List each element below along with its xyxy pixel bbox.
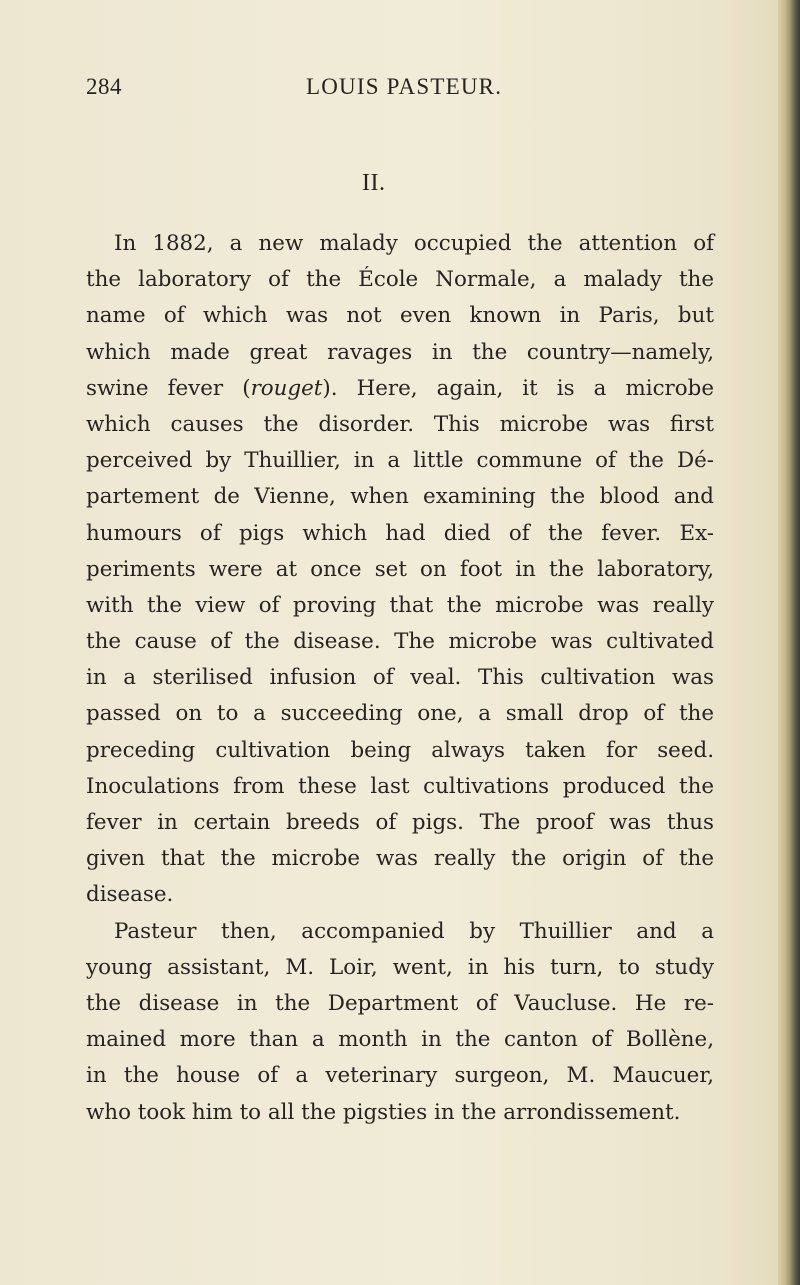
- text-line: partement de Vienne, when examining the blood and: [86, 484, 714, 510]
- text-line: Inoculations from these last cultivations produced the: [86, 773, 714, 799]
- text-line: passed on to a succeeding one, a small drop of the: [86, 701, 714, 727]
- body-text: [86, 226, 714, 1131]
- italic-term: rouget: [250, 375, 323, 401]
- text-line: In 1882, a new malady occupied the attention of: [114, 231, 714, 256]
- text-line: humours of pigs which had died of the fever. Ex-: [86, 520, 714, 546]
- text-line: name of which was not even known in Paris, but: [86, 303, 714, 329]
- text-line: preceding cultivation being always taken for seed.: [86, 737, 714, 763]
- page-edge: [778, 0, 800, 1285]
- section-heading: II.: [362, 170, 386, 196]
- text-line: given that the microbe was really the origin of the: [86, 846, 714, 872]
- text-line: who took him to all the pigsties in the arrondissement.: [86, 1099, 681, 1125]
- text-line: mained more than a month in the canton of Bollène,: [86, 1027, 714, 1053]
- text-line: in a sterilised infusion of veal. This cultivation was: [86, 665, 714, 691]
- text-line: fever in certain breeds of pigs. The proof was thus: [86, 810, 714, 835]
- text-line: which causes the disorder. This microbe was first: [86, 411, 714, 437]
- text-line: swine fever (rouget). Here, again, it is a microbe: [86, 375, 715, 401]
- text-line: with the view of proving that the microbe was really: [86, 592, 714, 618]
- running-head: [0, 74, 800, 104]
- page-number: 284: [86, 74, 122, 99]
- text-line: the laboratory of the École Normale, a malady the: [86, 267, 714, 293]
- text-line: the cause of the disease. The microbe was cultivated: [86, 629, 714, 655]
- text-line: Pasteur then, accompanied by Thuillier and a: [114, 918, 714, 944]
- text-line: the disease in the Department of Vaucluse. He re-: [86, 990, 714, 1016]
- text-line: which made great ravages in the country—namely,: [86, 339, 714, 365]
- text-line: disease.: [86, 882, 174, 908]
- text-line: perceived by Thuillier, in a little commune of the Dé-: [86, 448, 714, 474]
- text-line: young assistant, M. Loir, went, in his turn, to study: [86, 954, 714, 980]
- text-line: in the house of a veterinary surgeon, M. Maucuer,: [86, 1063, 714, 1089]
- text-line: periments were at once set on foot in the laboratory,: [86, 556, 714, 582]
- running-title: LOUIS PASTEUR.: [306, 74, 503, 99]
